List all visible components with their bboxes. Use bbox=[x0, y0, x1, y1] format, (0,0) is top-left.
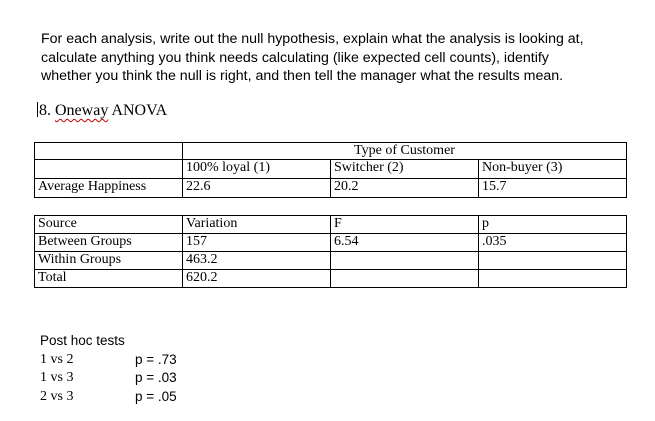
posthoc-title: Post hoc tests bbox=[40, 333, 125, 348]
section-heading bbox=[37, 102, 167, 120]
table-row bbox=[35, 234, 627, 252]
table-row bbox=[35, 179, 627, 198]
text-cursor bbox=[37, 102, 38, 117]
section-number: 8. bbox=[39, 102, 51, 119]
table-cell: 157 bbox=[183, 234, 331, 252]
table-cell: .035 bbox=[479, 234, 627, 252]
table-row bbox=[35, 252, 627, 270]
posthoc-row bbox=[40, 388, 177, 407]
instruction-line: For each analysis, write out the null hypothesis, explain what the analysis is looking at, bbox=[41, 31, 584, 47]
posthoc-row bbox=[40, 351, 177, 370]
column-header-cell: Non-buyer (3) bbox=[479, 160, 627, 179]
table-cell: Between Groups bbox=[35, 234, 183, 252]
table-cell bbox=[35, 160, 183, 179]
table-cell bbox=[331, 252, 479, 270]
section-title-word-spellcheck[interactable]: Oneway bbox=[55, 102, 109, 119]
posthoc-comparison: 2 vs 3 bbox=[40, 388, 74, 404]
table-cell: 620.2 bbox=[183, 270, 331, 288]
instruction-line: whether you think the null is right, and then tell the manager what the results mean. bbox=[41, 68, 564, 85]
table-cell bbox=[331, 270, 479, 288]
posthoc-p-value: p = .73 bbox=[135, 351, 177, 367]
table-row bbox=[35, 160, 627, 179]
row-label-cell: Average Happiness bbox=[35, 179, 183, 198]
anova-table bbox=[34, 215, 627, 288]
posthoc-p-value: p = .03 bbox=[135, 370, 177, 385]
table-row bbox=[35, 270, 627, 288]
column-header-cell: Source bbox=[35, 216, 183, 234]
column-header-cell: Switcher (2) bbox=[331, 160, 479, 179]
section-title-word: ANOVA bbox=[111, 102, 168, 119]
posthoc-comparison: 1 vs 2 bbox=[40, 351, 74, 367]
group-means-table bbox=[34, 142, 627, 198]
group-header-cell bbox=[183, 143, 627, 160]
table-cell: Total bbox=[35, 270, 183, 288]
instructions-paragraph bbox=[41, 30, 616, 86]
posthoc-p-value: p = .05 bbox=[135, 388, 177, 404]
table-cell bbox=[479, 252, 627, 270]
table-cell: 6.54 bbox=[331, 234, 479, 252]
table-cell: Within Groups bbox=[35, 252, 183, 270]
table-cell bbox=[479, 270, 627, 288]
column-header-cell: 100% loyal (1) bbox=[183, 160, 331, 179]
column-header-cell: F bbox=[331, 216, 479, 234]
table-cell: 15.7 bbox=[479, 179, 627, 198]
table-cell: 20.2 bbox=[331, 179, 479, 198]
group-header-label: Type of Customer bbox=[354, 143, 455, 158]
posthoc-row bbox=[40, 369, 177, 388]
table-cell: 463.2 bbox=[183, 252, 331, 270]
posthoc-comparison: 1 vs 3 bbox=[40, 370, 74, 385]
instruction-line: calculate anything you think needs calculating (like expected cell counts), identify bbox=[41, 49, 549, 66]
table-cell: 22.6 bbox=[183, 179, 331, 198]
table-cell bbox=[35, 143, 183, 160]
posthoc-block bbox=[40, 332, 177, 406]
column-header-cell: Variation bbox=[183, 216, 331, 234]
table-row bbox=[35, 143, 627, 160]
column-header-cell: p bbox=[479, 216, 627, 234]
table-header-row bbox=[35, 216, 627, 234]
